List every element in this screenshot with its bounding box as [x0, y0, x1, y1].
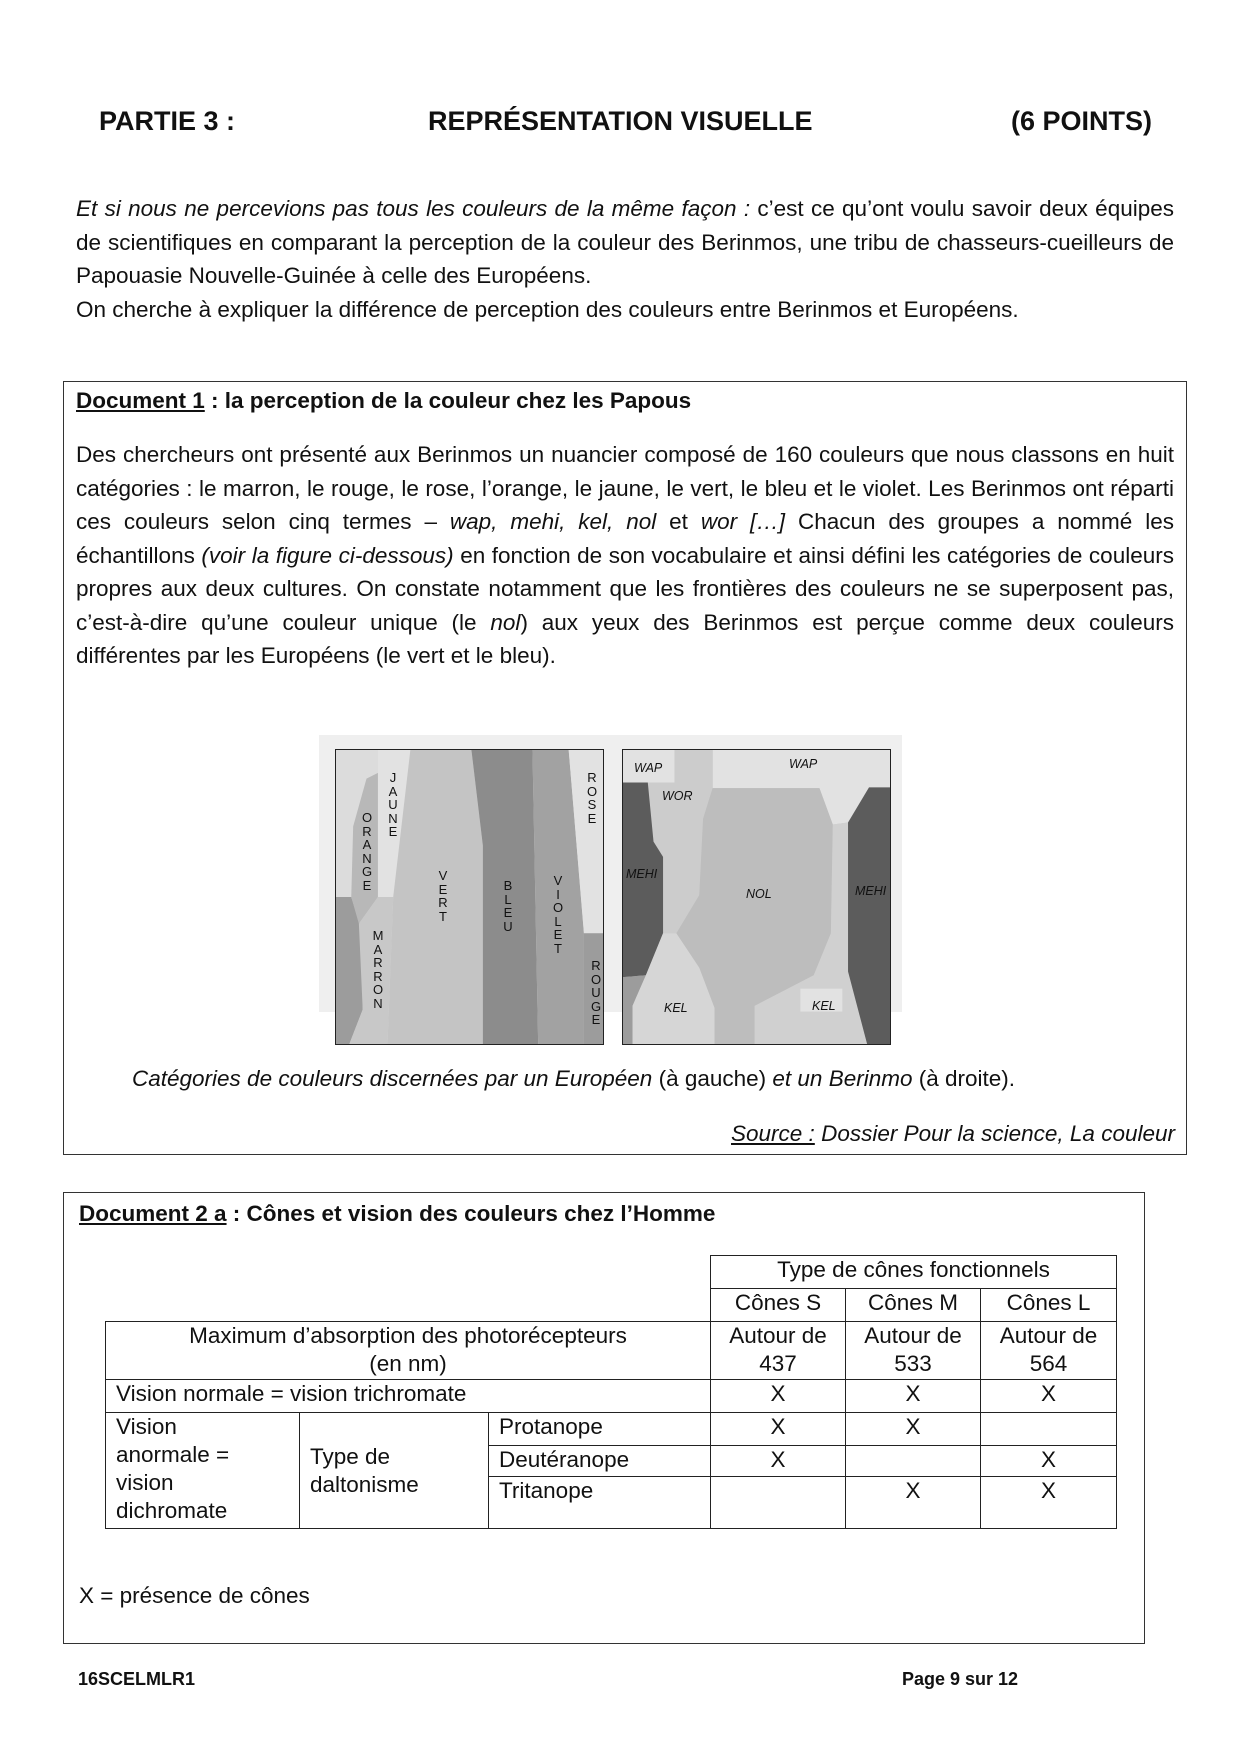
points-label: (6 POINTS): [1010, 106, 1152, 136]
label-violet: V I O L E T: [552, 873, 564, 956]
absorption-s: Autour de 437: [711, 1322, 846, 1380]
color-categories-figure: [319, 735, 902, 1027]
figure-caption: [132, 1066, 1015, 1092]
et: et: [656, 509, 701, 534]
source-text: Dossier Pour la science, La couleur: [814, 1121, 1175, 1146]
absorption-label: Maximum d’absorption des photorécepteurs (en nm): [106, 1322, 711, 1380]
cell: X: [981, 1380, 1117, 1413]
row-protanope: Protanope: [489, 1413, 711, 1446]
label-rose: R O S E: [586, 770, 598, 826]
document-code: 16SCELMLR1: [78, 1669, 196, 1689]
group-header: Type de cônes fonctionnels: [711, 1256, 1117, 1289]
wor-term: wor […]: [700, 509, 786, 534]
absorption-l: Autour de 564: [981, 1322, 1117, 1380]
caption-c: et un Berinmo: [772, 1066, 913, 1091]
label-wor: WOR: [662, 789, 693, 803]
label-mehi-1: MEHI: [626, 867, 658, 881]
cell: X: [846, 1413, 981, 1446]
cell: X: [981, 1477, 1117, 1529]
abnormal-vision-label: Vision anormale = vision dichromate: [106, 1413, 300, 1529]
intro-lead: Et si nous ne percevions pas tous les couleurs de la même façon :: [76, 196, 751, 221]
cell: X: [711, 1446, 846, 1477]
intro-text: c’est ce qu’ont voulu savoir deux équipes de scientifiques en comparant la perception de la couleur des Berinmos, une tribu de chasseurs-cueilleurs de Papouasie Nouvelle-Guinée à celle des Européens.: [76, 196, 1174, 288]
label-mehi-2: MEHI: [855, 884, 887, 898]
cones-table: [105, 1255, 1117, 1529]
label-wap-2: WAP: [789, 757, 818, 771]
part-label: PARTIE 3 :: [99, 106, 236, 136]
label-vert: V E R T: [438, 868, 448, 924]
cell: X: [846, 1380, 981, 1413]
doc1-text-3: en fonction de son vocabulaire et ainsi défini les catégories de couleurs propres aux deux cultures. On constate notamment que les frontières des couleurs ne se superposent pas, c’est-à-dire qu’une couleur unique (le: [76, 542, 1174, 635]
page-title: REPRÉSENTATION VISUELLE: [428, 106, 813, 136]
header-cones-l: Cônes L: [981, 1289, 1117, 1322]
normal-vision-label: Vision normale = vision trichromate: [106, 1380, 711, 1413]
label-bleu: B L E U: [503, 878, 513, 934]
label-jaune: J A U N E: [388, 770, 398, 839]
cell: X: [846, 1477, 981, 1529]
header-cones-s: Cônes S: [711, 1289, 846, 1322]
intro-question: On cherche à expliquer la différence de perception des couleurs entre Berinmos et Européens.: [76, 296, 1019, 322]
row-tritanope: Tritanope: [489, 1477, 711, 1529]
label-nol: NOL: [746, 887, 772, 901]
absorption-m: Autour de 533: [846, 1322, 981, 1380]
cell: [981, 1413, 1117, 1446]
cell: [846, 1446, 981, 1477]
label-marron: M A R R O N: [372, 928, 384, 1011]
label-kel-2: KEL: [812, 999, 836, 1013]
doc2-title: [79, 1201, 715, 1227]
doc1-title: [76, 388, 691, 414]
doc1-label: Document 1: [76, 388, 205, 413]
label-orange: O R A N G E: [361, 810, 373, 893]
doc1-title-text: : la perception de la couleur chez les Papous: [204, 388, 692, 413]
cell: [711, 1477, 846, 1529]
page-number: Page 9 sur 12: [902, 1669, 1019, 1689]
intro-paragraph: [76, 192, 1174, 326]
doc1-text-4: ) aux yeux des Berinmos est perçue comme deux couleurs différentes par les Européens (le vert et le bleu).: [76, 609, 1174, 668]
figure-ref: (voir la figure ci-dessous): [201, 542, 454, 568]
cell: X: [981, 1446, 1117, 1477]
caption-b: (à gauche): [652, 1066, 773, 1091]
caption-d: (à droite).: [912, 1066, 1016, 1091]
doc2-label: Document 2 a: [79, 1201, 227, 1226]
source-label: Source :: [731, 1121, 815, 1146]
european-panel: [335, 749, 604, 1045]
header-cones-m: Cônes M: [846, 1289, 981, 1322]
berinmo-panel: [622, 749, 891, 1045]
cell: X: [711, 1380, 846, 1413]
daltonism-type-label: Type de daltonisme: [300, 1413, 489, 1529]
doc2-title-text: : Cônes et vision des couleurs chez l’Homme: [226, 1201, 716, 1226]
caption-a: Catégories de couleurs discernées par un Européen: [132, 1066, 653, 1091]
label-rouge: R O U G E: [590, 958, 602, 1027]
doc1-paragraph: [76, 438, 1174, 673]
label-kel-1: KEL: [664, 1001, 688, 1015]
cell: X: [711, 1413, 846, 1446]
doc1-text-1: Des chercheurs ont présenté aux Berinmos un nuancier composé de 160 couleurs que nous classons en huit catégories : le marron, le rouge, le rose, l’orange, le jaune, le vert, le bleu et le violet. Les Berinmos ont réparti ces couleurs selon cinq termes –: [76, 442, 1174, 534]
row-deuteranope: Deutéranope: [489, 1446, 711, 1477]
doc1-text-2: Chacun des groupes a nommé les échantillons: [76, 509, 1174, 568]
table-legend: X = présence de cônes: [79, 1583, 310, 1608]
label-wap-1: WAP: [634, 761, 663, 775]
terms: wap, mehi, kel, nol: [449, 509, 657, 534]
nol-term: nol: [490, 609, 521, 635]
source-line: [731, 1121, 1175, 1147]
